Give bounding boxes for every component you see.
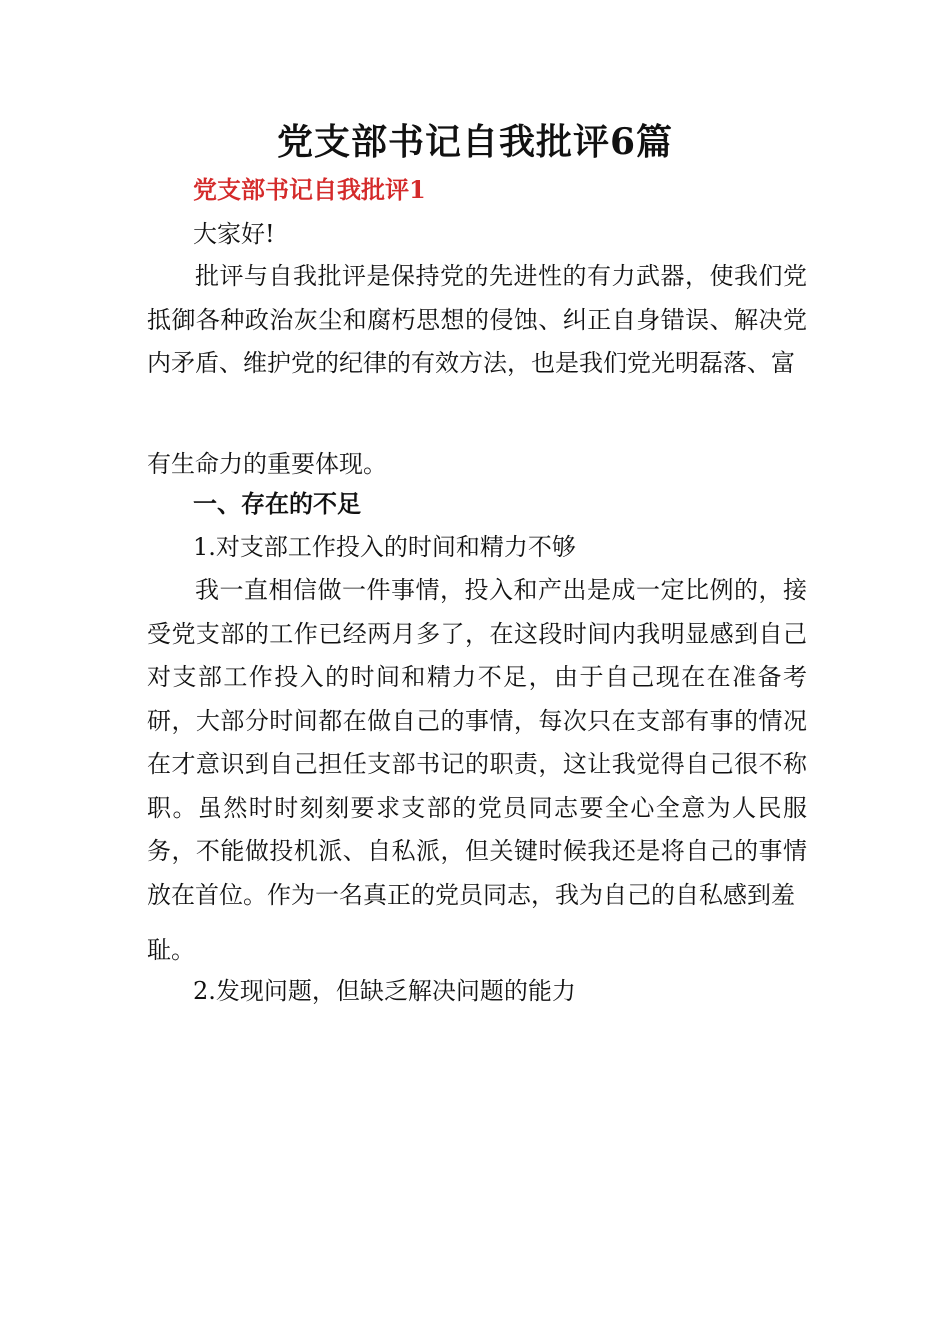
section-title: 党支部书记自我批评1 [193, 175, 426, 204]
paragraph-1: 批评与自我批评是保持党的先进性的有力武器，使我们党抵御各种政治灰尘和腐朽思想的侵蚀、纠正自身错误、解决党内矛盾、维护党的纪律的有效方法，也是我们党光明磊落、富 [147, 262, 807, 377]
document-title: 党支部书记自我批评6篇 [276, 121, 674, 163]
subheading-1: 1.对支部工作投入的时间和精力不够 [193, 533, 576, 561]
paragraph-1-continuation: 有生命力的重要体现。 [147, 450, 387, 478]
greeting: 大家好! [193, 220, 275, 248]
heading-shortcomings: 一、存在的不足 [193, 489, 361, 518]
paragraph-2: 我一直相信做一件事情，投入和产出是成一定比例的，接受党支部的工作已经两月多了，在这段时间内我明显感到自己对支部工作投入的时间和精力不足，由于自己现在在准备考研，大部分时间都在做自己的事情，每次只在支部有事的情况在才意识到自己担任支部书记的职责，这让我觉得自己很不称职。虽然时时刻刻要求支部的党员同志要全心全意为人民服务，不能做投机派、自私派，但关键时候我还是将自己的事情放在首位。作为一名真正的党员同志，我为自己的自私感到羞 [147, 576, 807, 909]
subheading-2: 2.发现问题，但缺乏解决问题的能力 [193, 977, 576, 1005]
paragraph-2-continuation: 耻。 [147, 936, 195, 964]
